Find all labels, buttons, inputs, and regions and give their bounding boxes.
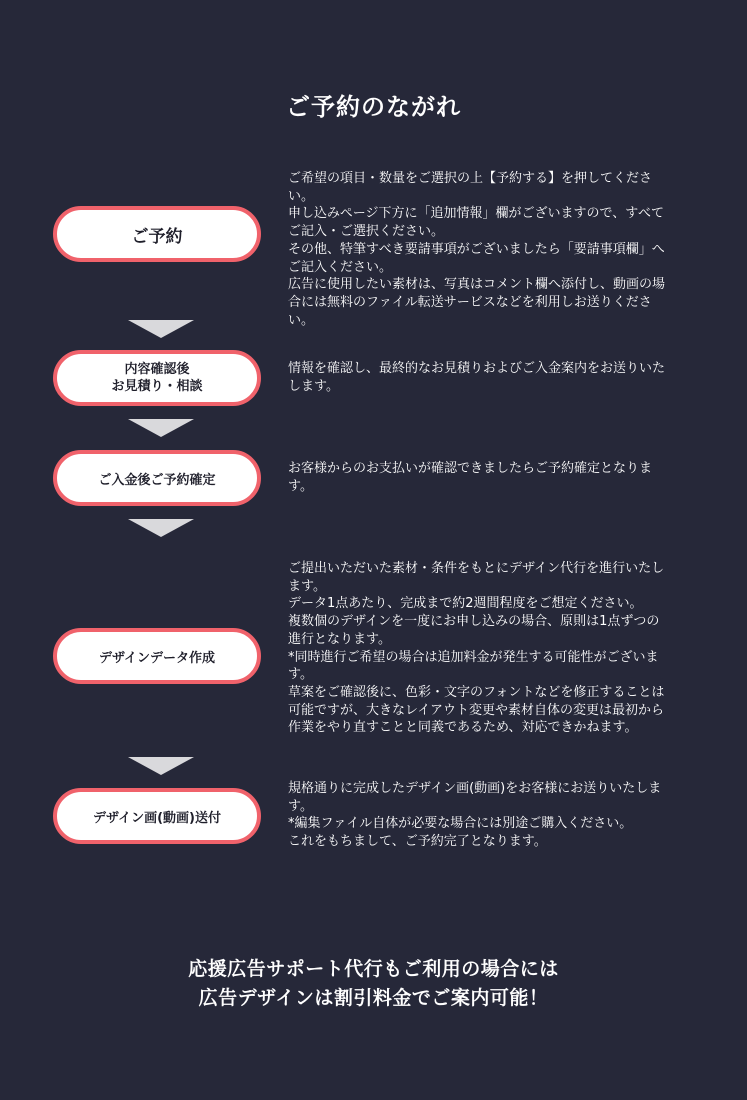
- desc-line: ご希望の項目・数量をご選択の上【予約する】を押してくださ: [288, 171, 653, 186]
- desc-line: す。: [288, 478, 313, 494]
- promo-line: 広告デザインは割引料金でご案内可能！: [198, 987, 549, 1009]
- step-label: デザインデータ作成: [98, 650, 216, 666]
- desc-line: 草案をご確認後に、色彩・文字のフォントなどを修正することは: [288, 684, 665, 700]
- desc-line: データ1点あたり、完成まで約2週間程度をご想定ください。: [288, 596, 643, 612]
- desc-line: 合には無料のファイル転送サービスなどを利用しお送りくださ: [288, 294, 652, 310]
- step-description-reservation: [288, 170, 698, 329]
- desc-line: 情報を確認し、最終的なお見積りおよびご入金案内をお送りいた: [288, 361, 666, 376]
- desc-line: *編集ファイル自体が必要な場合には別途ご購入ください。: [288, 816, 633, 832]
- desc-line: その他、特筆すべき要請事項がございましたら「要請事項欄」へ: [288, 241, 665, 257]
- desc-line: お客様からのお支払いが確認できましたらご予約確定となりま: [288, 461, 653, 476]
- desc-line: い。: [288, 312, 315, 328]
- step-pill-payment: [53, 450, 261, 506]
- step-description-confirmation: [288, 360, 698, 395]
- down-arrow-icon: [128, 320, 194, 338]
- step-description-payment: [288, 460, 698, 495]
- step-description-design: [288, 560, 698, 737]
- step-description-delivery: [288, 780, 698, 851]
- desc-line: 規格通りに完成したデザイン画(動画)をお客様にお送りいたしま: [288, 781, 662, 796]
- step-pill-reservation: [53, 206, 261, 262]
- desc-line: します。: [288, 378, 339, 394]
- desc-line: 申し込みページ下方に「追加情報」欄がございますので、すべて: [288, 206, 664, 222]
- step-label: ご入金後ご予約確定: [98, 472, 216, 488]
- down-arrow-icon: [128, 757, 194, 775]
- desc-line: 複数個のデザインを一度にお申し込みの場合、原則は1点ずつの: [288, 614, 660, 630]
- page-title: ご予約のながれ: [286, 93, 461, 121]
- desc-line: ます。: [288, 578, 326, 594]
- desc-line: い。: [288, 188, 315, 204]
- promo-line: 応援広告サポート代行もご利用の場合には: [188, 958, 559, 980]
- step-label: お見積り・相談: [111, 379, 203, 394]
- desc-line: ご提出いただいた素材・条件をもとにデザイン代行を進行いたし: [288, 561, 665, 576]
- step-pill-confirmation: [53, 350, 261, 406]
- desc-line: ご記入・ご選択ください。: [288, 224, 445, 240]
- desc-line: 可能ですが、大きなレイアウト変更や素材自体の変更は最初から: [288, 702, 664, 718]
- desc-line: す。: [288, 667, 313, 683]
- desc-line: 進行となります。: [288, 631, 391, 647]
- promo-footer: [0, 955, 747, 1013]
- step-label: デザイン画(動画)送付: [93, 810, 221, 826]
- desc-line: 広告に使用したい素材は、写真はコメント欄へ添付し、動画の場: [288, 277, 666, 293]
- desc-line: 作業をやり直すことと同義であるため、対応できかねます。: [288, 720, 638, 736]
- step-label: 内容確認後: [124, 362, 190, 377]
- down-arrow-icon: [128, 519, 194, 537]
- desc-line: ご記入ください。: [288, 259, 393, 275]
- step-pill-design: [53, 628, 261, 684]
- desc-line: *同時進行ご希望の場合は追加料金が発生する可能性がございま: [288, 649, 659, 665]
- desc-line: す。: [288, 798, 313, 814]
- down-arrow-icon: [128, 419, 194, 437]
- desc-line: これをもちまして、ご予約完了となります。: [288, 834, 547, 850]
- step-label: ご予約: [131, 226, 183, 247]
- step-pill-delivery: [53, 788, 261, 844]
